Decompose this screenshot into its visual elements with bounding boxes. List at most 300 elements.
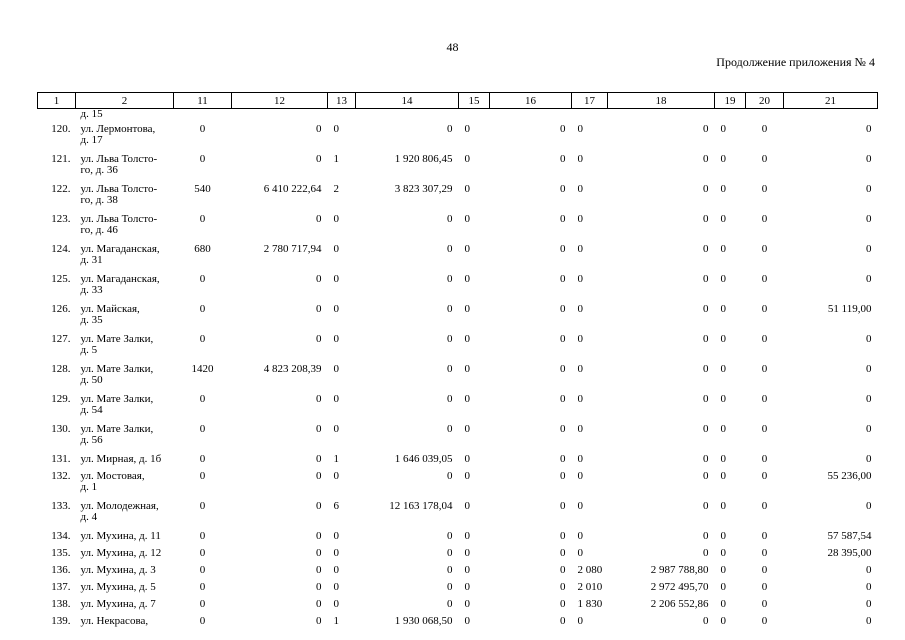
value-cell-c20: 0 [761,530,768,542]
address-cell [76,580,174,597]
address-cell [76,392,174,422]
value-cell-c13: 0 [333,564,339,576]
value-cell-c17: 0 [577,393,583,405]
value-cell-c21: 51 119,00 [827,303,872,315]
value-cell-c12: 0 [316,303,322,315]
value-cell-c19: 0 [720,303,726,315]
value-cell-c16: 0 [560,564,566,576]
value-cell-c19: 0 [720,470,726,482]
address-cell [76,614,174,631]
address-cell [76,597,174,614]
value-cell-c17: 0 [577,530,583,542]
value-cell-c12: 0 [316,598,322,610]
value-cell-c15: 0 [464,363,470,375]
value-cell-c19: 0 [720,564,726,576]
value-cell-c14: 0 [447,363,453,375]
appendix-subtitle: Продолжение приложения № 4 [716,55,875,69]
value-cell-c19: 0 [720,273,726,285]
value-cell-c14: 0 [447,530,453,542]
value-cell-c13: 0 [333,303,339,315]
value-cell-c19: 0 [720,363,726,375]
value-cell-c11: 0 [199,453,206,465]
address-cell [76,302,174,332]
value-cell-c13: 0 [333,547,339,559]
row-number: 133. [51,500,71,512]
table-row [38,122,878,152]
value-cell-c16: 0 [560,470,566,482]
value-cell-c21: 57 587,54 [827,530,872,542]
value-cell-c20: 0 [761,183,768,195]
value-cell-c18: 0 [703,615,709,627]
value-cell-c18: 2 987 788,80 [650,564,709,576]
header-cell: 15 [459,93,490,109]
value-cell-c13: 0 [333,213,339,225]
table-row [38,529,878,546]
value-cell-c14: 0 [447,123,453,135]
address-line: ул. Мухина, д. 7 [80,598,156,610]
value-cell-c20: 0 [761,153,768,165]
value-cell-c17: 2 080 [577,564,603,576]
value-cell-c11: 0 [199,564,206,576]
value-cell-c17: 0 [577,500,583,512]
row-number: 127. [51,333,71,345]
value-cell-c15: 0 [464,615,470,627]
table-row [38,580,878,597]
value-cell-c21: 0 [866,273,872,285]
value-cell-c15: 0 [464,153,470,165]
value-cell-c12: 0 [316,393,322,405]
address-line: ул. Мостовая, [80,470,145,482]
address-line: ул. Льва Толсто- [80,153,158,165]
table-row [38,212,878,242]
value-cell-c16: 0 [560,581,566,593]
value-cell-c21: 0 [866,213,872,225]
address-cell [76,422,174,452]
value-cell-c19: 0 [720,393,726,405]
value-cell-c14: 3 823 307,29 [394,183,453,195]
value-cell-c16: 0 [560,333,566,345]
value-cell-c17: 0 [577,153,583,165]
data-table [37,92,878,631]
value-cell-c13: 0 [333,423,339,435]
value-cell-c11: 0 [199,598,206,610]
value-cell-c12: 0 [316,423,322,435]
value-cell-c14: 0 [447,273,453,285]
value-cell-c16: 0 [560,303,566,315]
value-cell-c11: 0 [199,423,206,435]
header-cell: 2 [76,93,174,109]
value-cell-c12: 0 [316,273,322,285]
value-cell-c21: 0 [866,333,872,345]
value-cell-c20: 0 [761,243,768,255]
value-cell-c20: 0 [761,423,768,435]
value-cell-c17: 0 [577,470,583,482]
row-number: 139. [51,615,71,627]
address-line: ул. Мате Залки, [80,393,154,405]
value-cell-c18: 0 [703,393,709,405]
table-row [38,392,878,422]
value-cell-c20: 0 [761,598,768,610]
value-cell-c17: 0 [577,213,583,225]
row-number: 137. [51,581,71,593]
value-cell-c12: 0 [316,581,322,593]
header-cell: 16 [490,93,572,109]
value-cell-c14: 1 646 039,05 [394,453,453,465]
value-cell-c14: 0 [447,598,453,610]
value-cell-c15: 0 [464,243,470,255]
row-number: 121. [51,153,71,165]
table-row [38,452,878,469]
value-cell-c16: 0 [560,273,566,285]
value-cell-c13: 1 [333,453,339,465]
value-cell-c11: 0 [199,333,206,345]
address-line: ул. Льва Толсто- [80,213,158,225]
value-cell-c18: 0 [703,500,709,512]
table-row [38,563,878,580]
value-cell-c12: 0 [316,123,322,135]
value-cell-c17: 0 [577,273,583,285]
row-number: 124. [51,243,71,255]
address-cell [76,499,174,529]
address-line: ул. Мате Залки, [80,363,154,375]
address-cell [76,242,174,272]
row-number: 131. [51,453,71,465]
address-cell [76,182,174,212]
value-cell-c15: 0 [464,453,470,465]
value-cell-c20: 0 [761,393,768,405]
value-cell-c21: 0 [866,123,872,135]
table-row [38,597,878,614]
address-line: д. 54 [80,404,103,416]
value-cell-c17: 0 [577,547,583,559]
row-number: 123. [51,213,71,225]
table-row [38,614,878,631]
continued-row [38,109,878,123]
table-row [38,302,878,332]
value-cell-c18: 0 [703,453,709,465]
value-cell-c20: 0 [761,333,768,345]
table-row [38,362,878,392]
value-cell-c21: 0 [866,423,872,435]
value-cell-c17: 1 830 [577,598,603,610]
row-number: 128. [51,363,71,375]
value-cell-c12: 0 [316,530,322,542]
continued-address: д. 15 [80,108,103,120]
row-number: 130. [51,423,71,435]
value-cell-c13: 2 [333,183,339,195]
value-cell-c16: 0 [560,183,566,195]
address-line: д. 50 [80,374,103,386]
table-row [38,272,878,302]
value-cell-c15: 0 [464,423,470,435]
value-cell-c14: 0 [447,213,453,225]
value-cell-c13: 0 [333,123,339,135]
row-number: 129. [51,393,71,405]
address-line: ул. Магаданская, [80,243,160,255]
value-cell-c19: 0 [720,581,726,593]
value-cell-c16: 0 [560,363,566,375]
address-cell [76,152,174,182]
value-cell-c11: 680 [194,243,211,255]
value-cell-c21: 0 [866,153,872,165]
value-cell-c13: 1 [333,615,339,627]
address-cell [76,452,174,469]
value-cell-c21: 0 [866,598,872,610]
row-number: 122. [51,183,71,195]
value-cell-c14: 0 [447,581,453,593]
value-cell-c14: 0 [447,547,453,559]
value-cell-c11: 1420 [191,363,214,375]
value-cell-c12: 0 [316,453,322,465]
value-cell-c15: 0 [464,273,470,285]
value-cell-c14: 12 163 178,04 [389,500,453,512]
value-cell-c19: 0 [720,500,726,512]
value-cell-c18: 0 [703,183,709,195]
row-number: 135. [51,547,71,559]
value-cell-c11: 0 [199,615,206,627]
address-line: д. 17 [80,134,103,146]
value-cell-c21: 0 [866,393,872,405]
table-row [38,422,878,452]
value-cell-c16: 0 [560,123,566,135]
value-cell-c20: 0 [761,303,768,315]
value-cell-c19: 0 [720,243,726,255]
address-line: го, д. 38 [80,194,118,206]
value-cell-c17: 0 [577,333,583,345]
address-line: ул. Мухина, д. 11 [80,530,161,542]
value-cell-c13: 0 [333,363,339,375]
value-cell-c21: 0 [866,615,872,627]
value-cell-c12: 0 [316,500,322,512]
header-cell: 12 [232,93,328,109]
address-cell [76,122,174,152]
header-cell: 19 [715,93,746,109]
value-cell-c18: 0 [703,273,709,285]
header-cell: 17 [572,93,608,109]
value-cell-c11: 0 [199,153,206,165]
value-cell-c13: 6 [333,500,339,512]
table-row [38,332,878,362]
value-cell-c14: 0 [447,243,453,255]
value-cell-c20: 0 [761,213,768,225]
row-number: 136. [51,564,71,576]
address-line: ул. Мухина, д. 12 [80,547,162,559]
value-cell-c14: 0 [447,393,453,405]
value-cell-c21: 55 236,00 [827,470,872,482]
address-line: д. 56 [80,434,103,446]
value-cell-c15: 0 [464,530,470,542]
header-cell: 11 [174,93,232,109]
value-cell-c16: 0 [560,453,566,465]
value-cell-c19: 0 [720,123,726,135]
value-cell-c14: 0 [447,303,453,315]
address-line: ул. Мухина, д. 5 [80,581,156,593]
value-cell-c20: 0 [761,273,768,285]
value-cell-c16: 0 [560,547,566,559]
address-line: д. 35 [80,314,103,326]
value-cell-c18: 0 [703,303,709,315]
value-cell-c14: 1 930 068,50 [394,615,453,627]
value-cell-c14: 0 [447,333,453,345]
value-cell-c21: 28 395,00 [827,547,872,559]
address-cell [76,563,174,580]
value-cell-c15: 0 [464,470,470,482]
table-row [38,152,878,182]
row-number: 125. [51,273,71,285]
value-cell-c13: 1 [333,153,339,165]
value-cell-c15: 0 [464,564,470,576]
value-cell-c17: 0 [577,243,583,255]
address-line: д. 31 [80,254,103,266]
value-cell-c12: 6 410 222,64 [263,183,322,195]
value-cell-c18: 0 [703,470,709,482]
value-cell-c15: 0 [464,183,470,195]
value-cell-c18: 0 [703,123,709,135]
value-cell-c18: 0 [703,423,709,435]
value-cell-c21: 0 [866,564,872,576]
value-cell-c15: 0 [464,123,470,135]
value-cell-c17: 0 [577,303,583,315]
address-cell [76,529,174,546]
value-cell-c17: 0 [577,615,583,627]
value-cell-c12: 0 [316,213,322,225]
row-number: 126. [51,303,71,315]
value-cell-c18: 0 [703,333,709,345]
address-line: го, д. 36 [80,164,118,176]
value-cell-c20: 0 [761,453,768,465]
address-cell [76,272,174,302]
value-cell-c11: 0 [199,581,206,593]
value-cell-c17: 0 [577,453,583,465]
value-cell-c13: 0 [333,333,339,345]
header-row [38,93,878,109]
address-line: го, д. 46 [80,224,118,236]
row-number: 120. [51,123,71,135]
value-cell-c20: 0 [761,615,768,627]
value-cell-c19: 0 [720,333,726,345]
value-cell-c12: 0 [316,153,322,165]
value-cell-c12: 0 [316,547,322,559]
address-line: ул. Магаданская, [80,273,160,285]
value-cell-c18: 0 [703,153,709,165]
address-line: д. 33 [80,284,103,296]
value-cell-c11: 0 [199,123,206,135]
address-line: д. 5 [80,344,98,356]
value-cell-c12: 0 [316,615,322,627]
address-cell [76,546,174,563]
page-number: 48 [446,40,459,54]
value-cell-c15: 0 [464,213,470,225]
address-line: ул. Лермонтова, [80,123,156,135]
value-cell-c12: 2 780 717,94 [263,243,322,255]
value-cell-c18: 0 [703,530,709,542]
header-cell: 13 [328,93,356,109]
value-cell-c15: 0 [464,581,470,593]
row-number: 134. [51,530,71,542]
value-cell-c14: 0 [447,423,453,435]
value-cell-c18: 0 [703,363,709,375]
address-line: ул. Мате Залки, [80,423,154,435]
address-line: ул. Мате Залки, [80,333,154,345]
value-cell-c14: 0 [447,564,453,576]
value-cell-c17: 0 [577,363,583,375]
value-cell-c13: 0 [333,393,339,405]
value-cell-c11: 0 [199,303,206,315]
value-cell-c11: 540 [194,183,211,195]
value-cell-c21: 0 [866,453,872,465]
address-line: ул. Некрасова, [80,615,149,627]
address-line: ул. Льва Толсто- [80,183,158,195]
header-cell: 21 [784,93,878,109]
address-cell [76,469,174,499]
value-cell-c20: 0 [761,564,768,576]
table-row [38,469,878,499]
value-cell-c19: 0 [720,453,726,465]
value-cell-c12: 4 823 208,39 [263,363,322,375]
value-cell-c13: 0 [333,530,339,542]
value-cell-c13: 0 [333,273,339,285]
value-cell-c16: 0 [560,213,566,225]
value-cell-c11: 0 [199,470,206,482]
value-cell-c12: 0 [316,333,322,345]
value-cell-c20: 0 [761,470,768,482]
header-cell: 20 [746,93,784,109]
value-cell-c18: 2 206 552,86 [650,598,709,610]
row-number: 132. [51,470,71,482]
header-cell: 14 [356,93,459,109]
value-cell-c12: 0 [316,564,322,576]
address-line: ул. Майская, [80,303,140,315]
value-cell-c11: 0 [199,273,206,285]
value-cell-c11: 0 [199,213,206,225]
value-cell-c16: 0 [560,243,566,255]
value-cell-c16: 0 [560,615,566,627]
address-cell [76,212,174,242]
value-cell-c19: 0 [720,153,726,165]
value-cell-c16: 0 [560,423,566,435]
table-row [38,182,878,212]
table-row [38,499,878,529]
value-cell-c19: 0 [720,213,726,225]
value-cell-c13: 0 [333,243,339,255]
value-cell-c21: 0 [866,183,872,195]
header-cell: 18 [608,93,715,109]
value-cell-c18: 0 [703,213,709,225]
value-cell-c17: 2 010 [577,581,603,593]
value-cell-c11: 0 [199,500,206,512]
value-cell-c19: 0 [720,530,726,542]
value-cell-c13: 0 [333,598,339,610]
value-cell-c14: 1 920 806,45 [394,153,453,165]
value-cell-c17: 0 [577,183,583,195]
address-line: д. 1 [80,481,98,493]
value-cell-c15: 0 [464,598,470,610]
value-cell-c20: 0 [761,581,768,593]
value-cell-c21: 0 [866,581,872,593]
value-cell-c17: 0 [577,123,583,135]
value-cell-c12: 0 [316,470,322,482]
address-cell [76,362,174,392]
value-cell-c19: 0 [720,423,726,435]
value-cell-c16: 0 [560,500,566,512]
value-cell-c19: 0 [720,183,726,195]
address-cell [76,332,174,362]
value-cell-c13: 0 [333,470,339,482]
value-cell-c15: 0 [464,547,470,559]
value-cell-c20: 0 [761,363,768,375]
value-cell-c19: 0 [720,598,726,610]
value-cell-c15: 0 [464,333,470,345]
